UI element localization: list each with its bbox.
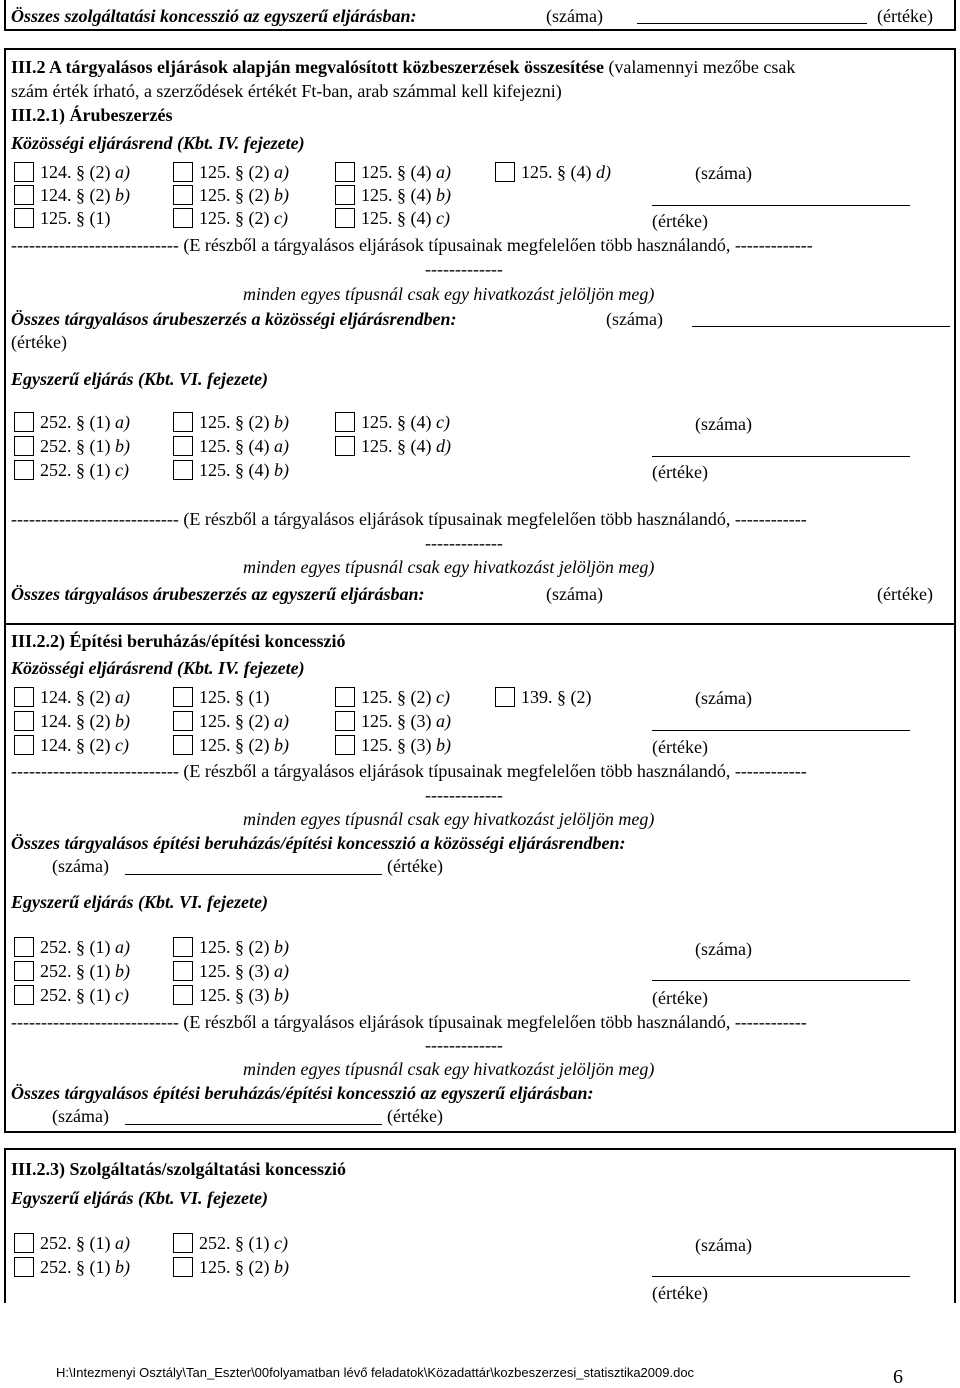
checkbox-label-ref: 125. § (3)	[361, 735, 436, 755]
checkbox-label-letter: b)	[274, 412, 289, 432]
checkbox-label-letter: b)	[115, 711, 130, 731]
checkbox-label-ref: 124. § (2)	[40, 735, 115, 755]
checkbox-label	[361, 209, 450, 227]
checkbox-label-letter: b)	[274, 985, 289, 1005]
checkbox-label	[40, 688, 130, 706]
s3-simple-title: Egyszerű eljárás (Kbt. VI. fejezete)	[11, 1188, 268, 1208]
s1-simple-erteke: (értéke)	[652, 462, 708, 482]
checkbox-label	[199, 962, 289, 980]
checkbox-label	[361, 186, 451, 204]
checkbox-label	[40, 962, 130, 980]
s2-simple-total-szama: (száma)	[52, 1106, 109, 1126]
checkbox-label-letter: a)	[436, 711, 451, 731]
s1-simple-note-line3: minden egyes típusnál csak egy hivatkozást jelöljön meg)	[243, 557, 655, 577]
checkbox-label-letter: c)	[274, 1233, 288, 1253]
s1-szama: (száma)	[695, 163, 752, 183]
s2-simple-note-line2: -------------	[425, 1035, 503, 1055]
s2-title: III.2.2) Építési beruházás/építési koncesszió	[11, 631, 346, 651]
checkbox-label	[40, 413, 130, 431]
s1-title: III.2.1) Árubeszerzés	[11, 105, 173, 125]
s1-note-line2: -------------	[425, 259, 503, 279]
checkbox-label	[199, 986, 289, 1004]
checkbox-label-ref: 125. § (2)	[361, 687, 436, 707]
s1-simple-total-erteke: (értéke)	[877, 584, 933, 604]
checkbox-label	[199, 186, 289, 204]
checkbox-label-letter: a)	[115, 1233, 130, 1253]
s2-total-line[interactable]	[125, 874, 382, 875]
checkbox[interactable]	[14, 937, 34, 957]
checkbox-label-ref: 125. § (2)	[199, 1257, 274, 1277]
checkbox[interactable]	[14, 985, 34, 1005]
checkbox-label-ref: 125. § (4)	[361, 162, 436, 182]
checkbox-label	[361, 712, 451, 730]
checkbox-label-letter: b)	[115, 185, 130, 205]
checkbox-label	[199, 938, 289, 956]
frame-right-top	[954, 0, 956, 30]
checkbox-label	[361, 736, 451, 754]
checkbox[interactable]	[335, 711, 355, 731]
s1-simple-note-line2: -------------	[425, 533, 503, 553]
checkbox-label-letter: a)	[115, 412, 130, 432]
checkbox[interactable]	[14, 412, 34, 432]
checkbox-label-letter: d)	[436, 436, 451, 456]
s2-simple-total-label: Összes tárgyalásos építési beruházás/építési koncesszió az egyszerű eljárásban:	[11, 1083, 594, 1103]
top-total-label: Összes szolgáltatási koncesszió az egyszerű eljárásban:	[11, 6, 417, 26]
section-heading-bold: III.2 A tárgyalásos eljárások alapján megvalósított közbeszerzések összesítése	[11, 57, 604, 77]
checkbox-label-ref: 252. § (1)	[40, 961, 115, 981]
checkbox-label: 125. § (1)	[40, 208, 111, 228]
checkbox-label-ref: 125. § (4)	[361, 208, 436, 228]
s1-value-line[interactable]	[652, 205, 910, 206]
checkbox[interactable]	[335, 162, 355, 182]
checkbox-label-ref: 125. § (2)	[199, 937, 274, 957]
footer-path: H:\Intezmenyi Osztály\Tan_Eszter\00folyamatban lévő feladatok\Közadattár\kozbeszerzesi_statisztika2009.doc	[56, 1365, 695, 1380]
checkbox-label-letter: a)	[436, 162, 451, 182]
checkbox-label-ref: 252. § (1)	[40, 436, 115, 456]
s1-simple-title: Egyszerű eljárás (Kbt. VI. fejezete)	[11, 369, 268, 389]
s1-community-title: Közösségi eljárásrend (Kbt. IV. fejezete)	[11, 133, 305, 153]
checkbox-label-ref: 124. § (2)	[40, 185, 115, 205]
frame-right-1	[954, 48, 956, 625]
s1-simple-total-szama: (száma)	[546, 584, 603, 604]
s1-erteke: (értéke)	[652, 211, 708, 231]
checkbox-label-ref: 125. § (2)	[199, 735, 274, 755]
checkbox-label-letter: a)	[274, 162, 289, 182]
frame-right-2	[954, 623, 956, 1133]
frame-bottom-top	[4, 29, 956, 31]
checkbox-label-ref: 124. § (2)	[40, 687, 115, 707]
checkbox-label	[199, 437, 289, 455]
checkbox[interactable]	[14, 687, 34, 707]
checkbox[interactable]	[495, 687, 515, 707]
s2-simple-szama: (száma)	[695, 939, 752, 959]
checkbox-label	[361, 413, 450, 431]
checkbox-label-ref: 125. § (3)	[199, 985, 274, 1005]
checkbox[interactable]	[173, 460, 193, 480]
checkbox-label-letter: a)	[274, 436, 289, 456]
checkbox-label	[199, 413, 289, 431]
checkbox[interactable]	[173, 1257, 193, 1277]
checkbox-label-letter: c)	[436, 208, 450, 228]
s2-note-line3: minden egyes típusnál csak egy hivatkozást jelöljön meg)	[243, 809, 655, 829]
checkbox-label	[40, 437, 130, 455]
checkbox-label-ref: 125. § (2)	[199, 412, 274, 432]
s2-simple-total-line[interactable]	[125, 1124, 382, 1125]
s1-total-line[interactable]	[692, 326, 950, 327]
s3-simple-szama: (száma)	[695, 1235, 752, 1255]
checkbox-label-ref: 124. § (2)	[40, 162, 115, 182]
checkbox[interactable]	[14, 1257, 34, 1277]
checkbox[interactable]	[335, 208, 355, 228]
checkbox[interactable]	[14, 436, 34, 456]
checkbox-label	[40, 186, 130, 204]
s2-erteke: (értéke)	[652, 737, 708, 757]
checkbox-label-letter: d)	[596, 162, 611, 182]
checkbox[interactable]	[173, 208, 193, 228]
checkbox[interactable]	[14, 961, 34, 981]
checkbox-label-letter: b)	[115, 436, 130, 456]
checkbox-label	[521, 163, 611, 181]
section-heading-rest: (valamennyi mezőbe csak	[603, 57, 796, 77]
s1-simple-note-line1: ---------------------------- (E részből a tárgyalásos eljárások típusainak megfelelően több használandó, ------------	[11, 509, 807, 529]
checkbox-label-letter: a)	[274, 711, 289, 731]
checkbox-label	[361, 688, 450, 706]
checkbox[interactable]	[173, 937, 193, 957]
checkbox[interactable]	[173, 961, 193, 981]
checkbox-label-letter: c)	[274, 208, 288, 228]
checkbox-label: 125. § (1)	[199, 687, 270, 707]
s2-simple-title: Egyszerű eljárás (Kbt. VI. fejezete)	[11, 892, 268, 912]
s3-title: III.2.3) Szolgáltatás/szolgáltatási koncesszió	[11, 1159, 346, 1179]
frame-top-3	[4, 1148, 956, 1150]
checkbox-label-ref: 252. § (1)	[40, 1233, 115, 1253]
checkbox-label-ref: 125. § (3)	[361, 711, 436, 731]
s1-simple-szama: (száma)	[695, 414, 752, 434]
s2-simple-erteke: (értéke)	[652, 988, 708, 1008]
checkbox-label-letter: b)	[115, 961, 130, 981]
checkbox-label-letter: a)	[115, 687, 130, 707]
s2-total-erteke: (értéke)	[387, 856, 443, 876]
checkbox[interactable]	[173, 412, 193, 432]
checkbox-label	[361, 163, 451, 181]
checkbox-label-ref: 125. § (4)	[361, 412, 436, 432]
top-szama: (száma)	[546, 6, 603, 26]
checkbox-label-ref: 252. § (1)	[40, 460, 115, 480]
checkbox-label-ref: 252. § (1)	[40, 985, 115, 1005]
s2-value-line[interactable]	[652, 730, 910, 731]
checkbox[interactable]	[173, 735, 193, 755]
checkbox[interactable]	[335, 735, 355, 755]
checkbox-label-ref: 125. § (4)	[199, 460, 274, 480]
checkbox-label	[40, 1234, 130, 1252]
checkbox-label-ref: 252. § (1)	[40, 412, 115, 432]
checkbox-label-letter: a)	[274, 961, 289, 981]
checkbox-label-ref: 125. § (3)	[199, 961, 274, 981]
checkbox[interactable]	[173, 1233, 193, 1253]
checkbox[interactable]	[173, 985, 193, 1005]
frame-left-top	[4, 0, 6, 30]
checkbox-label	[40, 736, 129, 754]
page-number: 6	[893, 1366, 903, 1388]
s3-simple-value-line[interactable]	[652, 1276, 910, 1277]
checkbox-label-ref: 125. § (4)	[199, 436, 274, 456]
checkbox-label-letter: c)	[436, 412, 450, 432]
s1-total-szama: (száma)	[606, 309, 663, 329]
frame-sep-1	[4, 623, 956, 625]
checkbox-label-ref: 125. § (2)	[199, 208, 274, 228]
top-erteke: (értéke)	[877, 6, 933, 26]
s2-simple-total-erteke: (értéke)	[387, 1106, 443, 1126]
frame-right-3	[954, 1148, 956, 1303]
s2-total-label: Összes tárgyalásos építési beruházás/építési koncesszió a közösségi eljárásrendben:	[11, 833, 626, 853]
checkbox-label-letter: a)	[115, 162, 130, 182]
checkbox-label-letter: b)	[274, 735, 289, 755]
checkbox[interactable]	[173, 436, 193, 456]
checkbox-label-letter: c)	[115, 460, 129, 480]
checkbox-label-ref: 125. § (2)	[199, 185, 274, 205]
checkbox-label-letter: b)	[436, 185, 451, 205]
checkbox[interactable]	[335, 412, 355, 432]
frame-sep-2	[4, 1131, 956, 1133]
checkbox[interactable]	[335, 436, 355, 456]
checkbox-label	[40, 461, 129, 479]
checkbox-label-letter: b)	[274, 1257, 289, 1277]
checkbox-label	[361, 437, 451, 455]
s2-szama: (száma)	[695, 688, 752, 708]
checkbox-label-ref: 125. § (4)	[521, 162, 596, 182]
checkbox-label-letter: b)	[436, 735, 451, 755]
s1-simple-total-label: Összes tárgyalásos árubeszerzés az egyszerű eljárásban:	[11, 584, 425, 604]
checkbox-label-ref: 252. § (1)	[40, 1257, 115, 1277]
checkbox-label	[199, 1234, 288, 1252]
checkbox[interactable]	[14, 711, 34, 731]
s1-simple-value-line[interactable]	[652, 456, 910, 457]
checkbox-label-ref: 125. § (2)	[199, 162, 274, 182]
frame-top-1	[4, 48, 956, 50]
checkbox-label	[40, 986, 129, 1004]
checkbox-label-letter: b)	[274, 460, 289, 480]
checkbox-label	[199, 163, 289, 181]
s3-simple-erteke: (értéke)	[652, 1283, 708, 1303]
checkbox[interactable]	[335, 185, 355, 205]
checkbox[interactable]	[335, 687, 355, 707]
checkbox-label	[40, 163, 130, 181]
checkbox[interactable]	[495, 162, 515, 182]
checkbox[interactable]	[173, 711, 193, 731]
checkbox-label-letter: c)	[115, 735, 129, 755]
checkbox[interactable]	[173, 162, 193, 182]
checkbox-label-letter: b)	[274, 937, 289, 957]
s2-simple-note-line3: minden egyes típusnál csak egy hivatkozást jelöljön meg)	[243, 1059, 655, 1079]
s2-note-line2: -------------	[425, 785, 503, 805]
top-szama-line[interactable]	[637, 23, 867, 24]
checkbox-label-letter: c)	[115, 985, 129, 1005]
checkbox[interactable]	[14, 1233, 34, 1253]
section-heading-line2: szám érték írható, a szerződések értékét Ft-ban, arab számmal kell kifejezni)	[11, 81, 562, 101]
checkbox-label-ref: 124. § (2)	[40, 711, 115, 731]
s2-note-line1: ---------------------------- (E részből a tárgyalásos eljárások típusainak megfelelően több használandó, ------------	[11, 761, 807, 781]
s2-simple-value-line[interactable]	[652, 980, 910, 981]
s2-simple-note-line1: ---------------------------- (E részből a tárgyalásos eljárások típusainak megfelelően több használandó, ------------	[11, 1012, 807, 1032]
checkbox[interactable]	[14, 162, 34, 182]
checkbox-label	[199, 1258, 289, 1276]
checkbox-label: 139. § (2)	[521, 687, 592, 707]
checkbox[interactable]	[173, 185, 193, 205]
s1-total-label: Összes tárgyalásos árubeszerzés a közösségi eljárásrendben:	[11, 309, 457, 329]
frame-left-2	[4, 623, 6, 1133]
s1-note-line1: ---------------------------- (E részből a tárgyalásos eljárások típusainak megfelelően több használandó, -------------	[11, 235, 813, 255]
checkbox-label	[40, 712, 130, 730]
s1-note-line3: minden egyes típusnál csak egy hivatkozást jelöljön meg)	[243, 284, 655, 304]
frame-left-1	[4, 48, 6, 625]
checkbox[interactable]	[14, 185, 34, 205]
checkbox[interactable]	[14, 735, 34, 755]
checkbox-label-ref: 125. § (2)	[199, 711, 274, 731]
checkbox-label-letter: b)	[274, 185, 289, 205]
checkbox-label-ref: 125. § (4)	[361, 436, 436, 456]
checkbox-label	[199, 736, 289, 754]
checkbox-label-letter: b)	[115, 1257, 130, 1277]
checkbox[interactable]	[173, 687, 193, 707]
checkbox-label-ref: 252. § (1)	[40, 937, 115, 957]
frame-left-3	[4, 1148, 6, 1303]
checkbox[interactable]	[14, 208, 34, 228]
s1-total-erteke: (értéke)	[11, 332, 67, 352]
checkbox-label-letter: a)	[115, 937, 130, 957]
checkbox[interactable]	[14, 460, 34, 480]
checkbox-label	[199, 712, 289, 730]
checkbox-label-ref: 125. § (4)	[361, 185, 436, 205]
checkbox-label	[40, 1258, 130, 1276]
checkbox-label	[40, 938, 130, 956]
checkbox-label	[199, 461, 289, 479]
s2-total-szama: (száma)	[52, 856, 109, 876]
checkbox-label	[199, 209, 288, 227]
section-heading	[11, 58, 795, 76]
s2-community-title: Közösségi eljárásrend (Kbt. IV. fejezete)	[11, 658, 305, 678]
checkbox-label-ref: 252. § (1)	[199, 1233, 274, 1253]
checkbox-label-letter: c)	[436, 687, 450, 707]
